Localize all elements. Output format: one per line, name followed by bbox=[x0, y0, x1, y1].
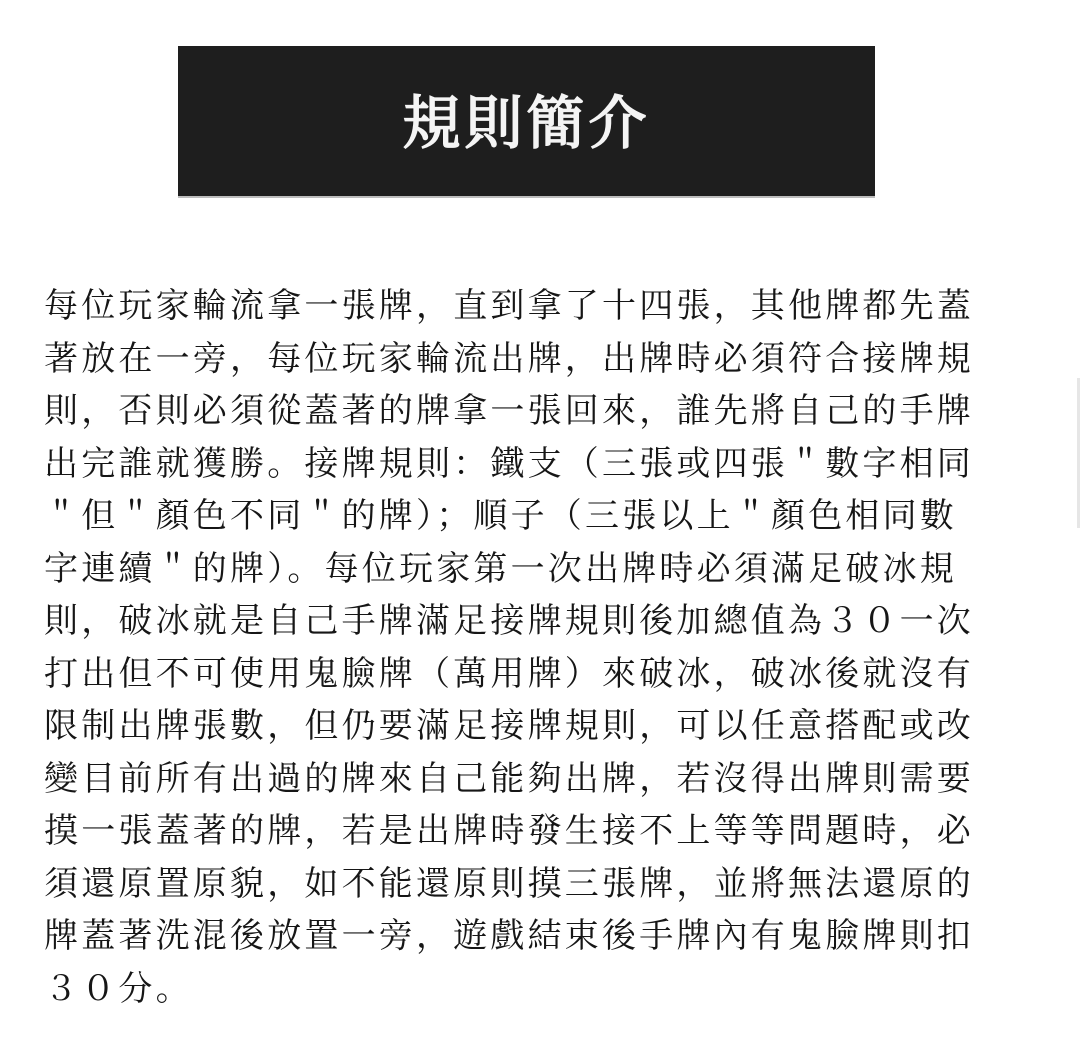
rules-line-3: 則，否則必須從蓋著的牌拿一張回來，誰先將自己的手牌 bbox=[44, 391, 974, 431]
rules-line-12: 須還原置原貌，如不能還原則摸三張牌，並將無法還原的 bbox=[44, 863, 974, 904]
rules-text bbox=[44, 280, 1014, 1015]
rules-line-13: 牌蓋著洗混後放置一旁，遊戲結束後手牌內有鬼臉牌則扣 bbox=[44, 916, 974, 956]
rules-line-9: 限制出牌張數，但仍要滿足接牌規則，可以任意搭配或改 bbox=[44, 706, 974, 746]
title-banner bbox=[178, 46, 875, 196]
rules-line-8: 打出但不可使用鬼臉牌（萬用牌）來破冰，破冰後就沒有 bbox=[44, 653, 974, 694]
rules-line-7: 則，破冰就是自己手牌滿足接牌規則後加總值為３０一次 bbox=[44, 601, 974, 641]
rules-line-14: ３０分。 bbox=[44, 968, 193, 1009]
rules-line-2: 著放在一旁，每位玩家輪流出牌，出牌時必須符合接牌規 bbox=[44, 338, 974, 379]
rules-line-11: 摸一張蓋著的牌，若是出牌時發生接不上等等問題時，必 bbox=[44, 811, 974, 851]
rules-line-10: 變目前所有出過的牌來自己能夠出牌，若沒得出牌則需要 bbox=[44, 758, 974, 799]
rules-line-5: ＂但＂顏色不同＂的牌）；順子（三張以上＂顏色相同數 bbox=[44, 496, 957, 536]
rules-line-4: 出完誰就獲勝。接牌規則：鐵支（三張或四張＂數字相同 bbox=[44, 443, 974, 484]
page-title: 規則簡介 bbox=[402, 89, 651, 157]
rules-line-6: 字連續＂的牌）。每位玩家第一次出牌時必須滿足破冰規 bbox=[44, 548, 957, 589]
rules-line-1: 每位玩家輪流拿一張牌，直到拿了十四張，其他牌都先蓋 bbox=[44, 286, 974, 326]
